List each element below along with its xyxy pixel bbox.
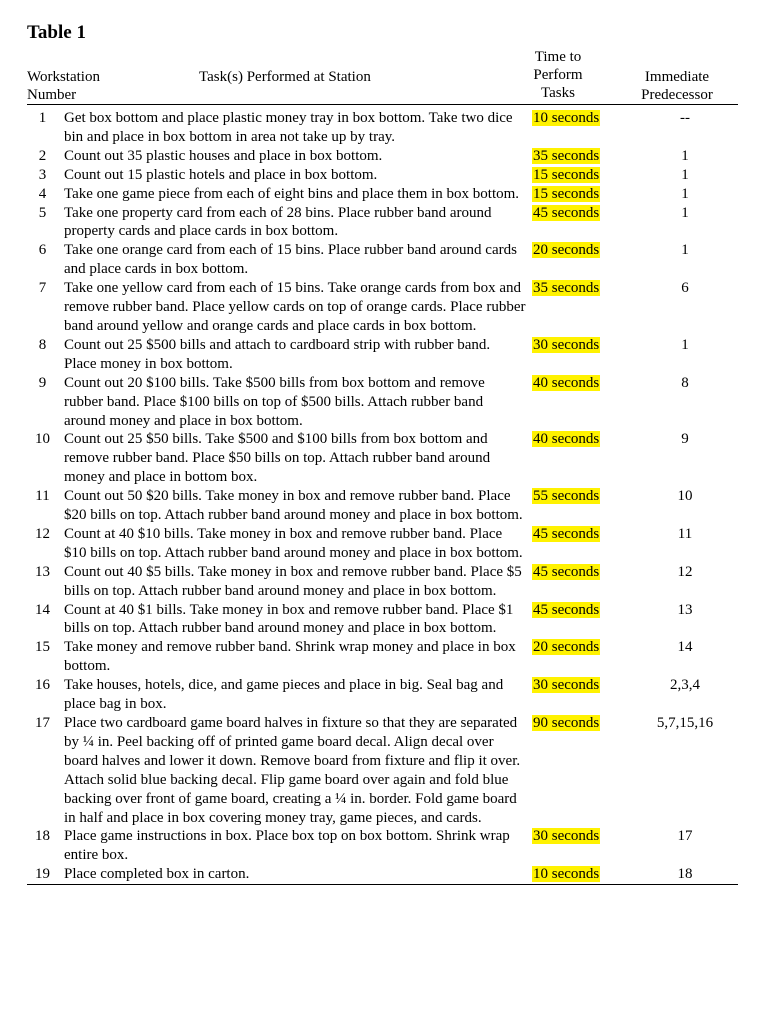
task-description-cell <box>58 241 530 279</box>
workstation-number-cell <box>27 374 58 431</box>
immediate-predecessor: 9 <box>681 431 689 448</box>
task-description: Count out 40 $5 bills. Take money in box and remove rubber band. Place $5 bills on top. Attach rubber band around money and place in box bottom. <box>64 563 522 599</box>
task-time: 15 seconds <box>533 185 600 202</box>
immediate-predecessor-cell <box>632 430 738 487</box>
workstation-number-cell <box>27 336 58 374</box>
table-row <box>27 563 738 601</box>
task-description: Take one property card from each of 28 bins. Place rubber band around property cards and place cards in box bottom. <box>64 204 492 240</box>
table-row <box>27 714 738 827</box>
workstation-number-cell <box>27 563 58 601</box>
task-time: 30 seconds <box>533 677 600 694</box>
immediate-predecessor: 1 <box>681 336 689 353</box>
workstation-number: 10 <box>35 431 50 448</box>
workstation-number-cell <box>27 487 58 525</box>
table-row <box>27 166 738 185</box>
task-time: 30 seconds <box>533 828 600 845</box>
task-time-cell <box>530 865 632 884</box>
task-description: Count out 20 $100 bills. Take $500 bills from box bottom and remove rubber band. Place $100 bills on top of $500 bills. Attach rubber band around money and place in box bottom. <box>64 374 485 429</box>
workstation-number-cell <box>27 241 58 279</box>
task-time-cell <box>530 430 632 487</box>
table-row <box>27 279 738 336</box>
immediate-predecessor: 1 <box>681 204 689 221</box>
workstation-number-cell <box>27 279 58 336</box>
workstation-number-cell <box>27 430 58 487</box>
immediate-predecessor-cell <box>632 109 738 147</box>
task-description-cell <box>58 204 530 242</box>
immediate-predecessor: 1 <box>681 166 689 183</box>
workstation-number-cell <box>27 147 58 166</box>
table-row <box>27 638 738 676</box>
task-time: 20 seconds <box>533 639 600 656</box>
task-time: 20 seconds <box>533 242 600 259</box>
immediate-predecessor: 5,7,15,16 <box>656 715 714 731</box>
task-time-cell <box>530 638 632 676</box>
task-time: 15 seconds <box>533 166 600 183</box>
table-header <box>27 44 738 105</box>
header-time-line1: Time to <box>534 49 582 65</box>
immediate-predecessor: 10 <box>677 488 693 505</box>
workstation-number-cell <box>27 714 58 827</box>
immediate-predecessor-cell <box>632 241 738 279</box>
immediate-predecessor-cell <box>632 563 738 601</box>
task-time: 45 seconds <box>533 525 600 542</box>
task-description: Take one game piece from each of eight bins and place them in box bottom. <box>64 185 520 202</box>
task-time-cell <box>530 525 632 563</box>
task-time: 35 seconds <box>533 280 600 297</box>
immediate-predecessor-cell <box>632 714 738 827</box>
workstation-number: 7 <box>38 280 47 297</box>
task-time-cell <box>530 827 632 865</box>
task-description-cell <box>58 601 530 639</box>
workstation-number-cell <box>27 109 58 147</box>
task-description-cell <box>58 336 530 374</box>
workstation-number: 18 <box>35 828 50 845</box>
task-description: Count out 35 plastic houses and place in box bottom. <box>64 147 383 164</box>
task-time: 90 seconds <box>533 715 600 731</box>
workstation-number: 16 <box>35 677 50 694</box>
immediate-predecessor: 1 <box>681 185 689 202</box>
header-task: Task(s) Performed at Station <box>199 69 371 85</box>
immediate-predecessor-cell <box>632 279 738 336</box>
task-time: 40 seconds <box>533 431 600 448</box>
task-time: 40 seconds <box>533 374 600 391</box>
workstation-number-cell <box>27 865 58 884</box>
workstation-number-cell <box>27 166 58 185</box>
table-row <box>27 204 738 242</box>
task-time: 10 seconds <box>533 110 600 126</box>
workstation-number: 9 <box>38 374 47 391</box>
task-description-cell <box>58 563 530 601</box>
immediate-predecessor: 17 <box>677 828 693 845</box>
immediate-predecessor-cell <box>632 374 738 431</box>
immediate-predecessor: 12 <box>677 563 693 580</box>
workstation-number: 11 <box>35 488 50 505</box>
task-description: Count out 15 plastic hotels and place in box bottom. <box>64 166 378 183</box>
workstation-table <box>27 109 738 885</box>
task-description: Count out 25 $50 bills. Take $500 and $100 bills from box bottom and remove rubber band. Place $50 bills on top. Attach rubber band around money and place in bottom box. <box>64 431 491 486</box>
immediate-predecessor: 1 <box>681 242 689 259</box>
table-row <box>27 676 738 714</box>
task-description: Place two cardboard game board halves in fixture so that they are separated by ¼ in. Peel backing off of printed game board decal. Align decal over board halves and lower it down. Remove board from fixture and flip it over. Attach solid blue backing decal. Flip game board over again and fold blue backing over front of game board, creating a ¼ in. border. Fold game board in half and place in box covering money tray, game pieces, and cards. <box>64 715 521 826</box>
task-time-cell <box>530 279 632 336</box>
workstation-number: 5 <box>38 204 47 221</box>
task-description: Take houses, hotels, dice, and game pieces and place in big. Seal bag and place bag in box. <box>64 677 504 713</box>
task-time: 35 seconds <box>533 147 600 164</box>
task-time-cell <box>530 185 632 204</box>
immediate-predecessor: -- <box>680 110 690 126</box>
task-description-cell <box>58 185 530 204</box>
header-workstation-line1: Workstation <box>27 69 100 85</box>
workstation-number-cell <box>27 638 58 676</box>
header-predecessor <box>621 68 733 104</box>
table-row <box>27 336 738 374</box>
immediate-predecessor-cell <box>632 185 738 204</box>
task-description: Get box bottom and place plastic money tray in box bottom. Take two dice bin and place in box bottom in area not take up by tray. <box>64 110 513 145</box>
header-pred-line2: Predecessor <box>641 87 713 103</box>
task-time-cell <box>530 109 632 147</box>
immediate-predecessor: 6 <box>681 280 689 297</box>
task-time-cell <box>530 374 632 431</box>
task-description-cell <box>58 827 530 865</box>
table-row <box>27 241 738 279</box>
task-description-cell <box>58 638 530 676</box>
immediate-predecessor: 11 <box>677 525 693 542</box>
workstation-number: 19 <box>35 866 50 883</box>
immediate-predecessor-cell <box>632 638 738 676</box>
workstation-number: 14 <box>35 601 50 618</box>
immediate-predecessor-cell <box>632 865 738 884</box>
immediate-predecessor-cell <box>632 525 738 563</box>
immediate-predecessor-cell <box>632 336 738 374</box>
workstation-number-cell <box>27 185 58 204</box>
workstation-number: 12 <box>35 525 50 542</box>
task-time-cell <box>530 676 632 714</box>
task-time: 45 seconds <box>533 204 600 221</box>
workstation-number: 6 <box>38 242 47 259</box>
header-time-line2: Perform <box>533 67 583 83</box>
immediate-predecessor: 2,3,4 <box>670 677 700 694</box>
task-description-cell <box>58 714 530 827</box>
task-description-cell <box>58 166 530 185</box>
workstation-number: 1 <box>38 110 47 126</box>
table-row <box>27 525 738 563</box>
header-workstation-line2: Number <box>27 87 77 103</box>
immediate-predecessor: 13 <box>677 601 693 618</box>
workstation-number: 13 <box>35 563 50 580</box>
task-description: Take one yellow card from each of 15 bins. Take orange cards from box and remove rubber band. Place yellow cards on top of orange cards. Place rubber band around yellow and orange cards and place cards in box bottom. <box>64 280 526 334</box>
header-pred-line1: Immediate <box>644 69 710 85</box>
task-description-cell <box>58 865 530 884</box>
task-description: Take money and remove rubber band. Shrink wrap money and place in box bottom. <box>64 639 516 675</box>
task-time: 45 seconds <box>533 601 600 618</box>
table-title: Table 1 <box>27 22 86 43</box>
task-description: Count out 25 $500 bills and attach to cardboard strip with rubber band. Place money in box bottom. <box>64 336 491 372</box>
immediate-predecessor: 14 <box>677 639 693 656</box>
workstation-number: 4 <box>38 185 47 202</box>
immediate-predecessor-cell <box>632 827 738 865</box>
table-row <box>27 109 738 147</box>
task-description-cell <box>58 676 530 714</box>
workstation-number-cell <box>27 204 58 242</box>
workstation-number: 8 <box>38 336 47 353</box>
task-time-cell <box>530 166 632 185</box>
task-time-cell <box>530 563 632 601</box>
header-time-line3: Tasks <box>541 85 575 101</box>
task-description-cell <box>58 109 530 147</box>
workstation-number-cell <box>27 827 58 865</box>
immediate-predecessor: 8 <box>681 374 689 391</box>
task-description-cell <box>58 430 530 487</box>
task-time: 45 seconds <box>533 563 600 580</box>
task-description: Take one orange card from each of 15 bins. Place rubber band around cards and place cards in box bottom. <box>64 242 517 278</box>
task-time-cell <box>530 241 632 279</box>
task-time-cell <box>530 487 632 525</box>
workstation-number: 15 <box>35 639 50 656</box>
workstation-number: 2 <box>38 147 47 164</box>
table-row <box>27 601 738 639</box>
task-description-cell <box>58 487 530 525</box>
task-time-cell <box>530 336 632 374</box>
table-row <box>27 430 738 487</box>
table-body <box>27 109 738 885</box>
task-description-cell <box>58 374 530 431</box>
task-description-cell <box>58 279 530 336</box>
task-description-cell <box>58 525 530 563</box>
task-time: 10 seconds <box>533 866 600 883</box>
table-row <box>27 827 738 865</box>
immediate-predecessor-cell <box>632 487 738 525</box>
workstation-number: 3 <box>38 166 47 183</box>
workstation-number-cell <box>27 601 58 639</box>
task-time-cell <box>530 601 632 639</box>
immediate-predecessor-cell <box>632 166 738 185</box>
task-time-cell <box>530 147 632 166</box>
header-workstation <box>27 68 147 104</box>
task-description: Count at 40 $10 bills. Take money in box and remove rubber band. Place $10 bills on top. Attach rubber band around money and place in box bottom. <box>64 525 523 561</box>
task-description: Count out 50 $20 bills. Take money in box and remove rubber band. Place $20 bills on top. Attach rubber band around money and place in box bottom. <box>64 488 523 524</box>
table-row <box>27 374 738 431</box>
immediate-predecessor-cell <box>632 601 738 639</box>
immediate-predecessor-cell <box>632 204 738 242</box>
table-row <box>27 185 738 204</box>
document <box>27 22 738 885</box>
task-time: 55 seconds <box>533 488 600 505</box>
task-description: Place completed box in carton. <box>64 866 250 883</box>
task-time: 30 seconds <box>533 336 600 353</box>
table-row <box>27 147 738 166</box>
workstation-number-cell <box>27 676 58 714</box>
table-row <box>27 487 738 525</box>
workstation-number: 17 <box>35 715 50 731</box>
immediate-predecessor-cell <box>632 676 738 714</box>
task-description-cell <box>58 147 530 166</box>
workstation-number-cell <box>27 525 58 563</box>
task-description: Count at 40 $1 bills. Take money in box and remove rubber band. Place $1 bills on top. Attach rubber band around money and place in box bottom. <box>64 601 514 637</box>
header-time <box>517 48 599 102</box>
immediate-predecessor-cell <box>632 147 738 166</box>
immediate-predecessor: 1 <box>681 147 689 164</box>
task-time-cell <box>530 204 632 242</box>
task-description: Place game instructions in box. Place box top on box bottom. Shrink wrap entire box. <box>64 828 510 864</box>
task-time-cell <box>530 714 632 827</box>
table-row <box>27 865 738 884</box>
immediate-predecessor: 18 <box>677 866 693 883</box>
